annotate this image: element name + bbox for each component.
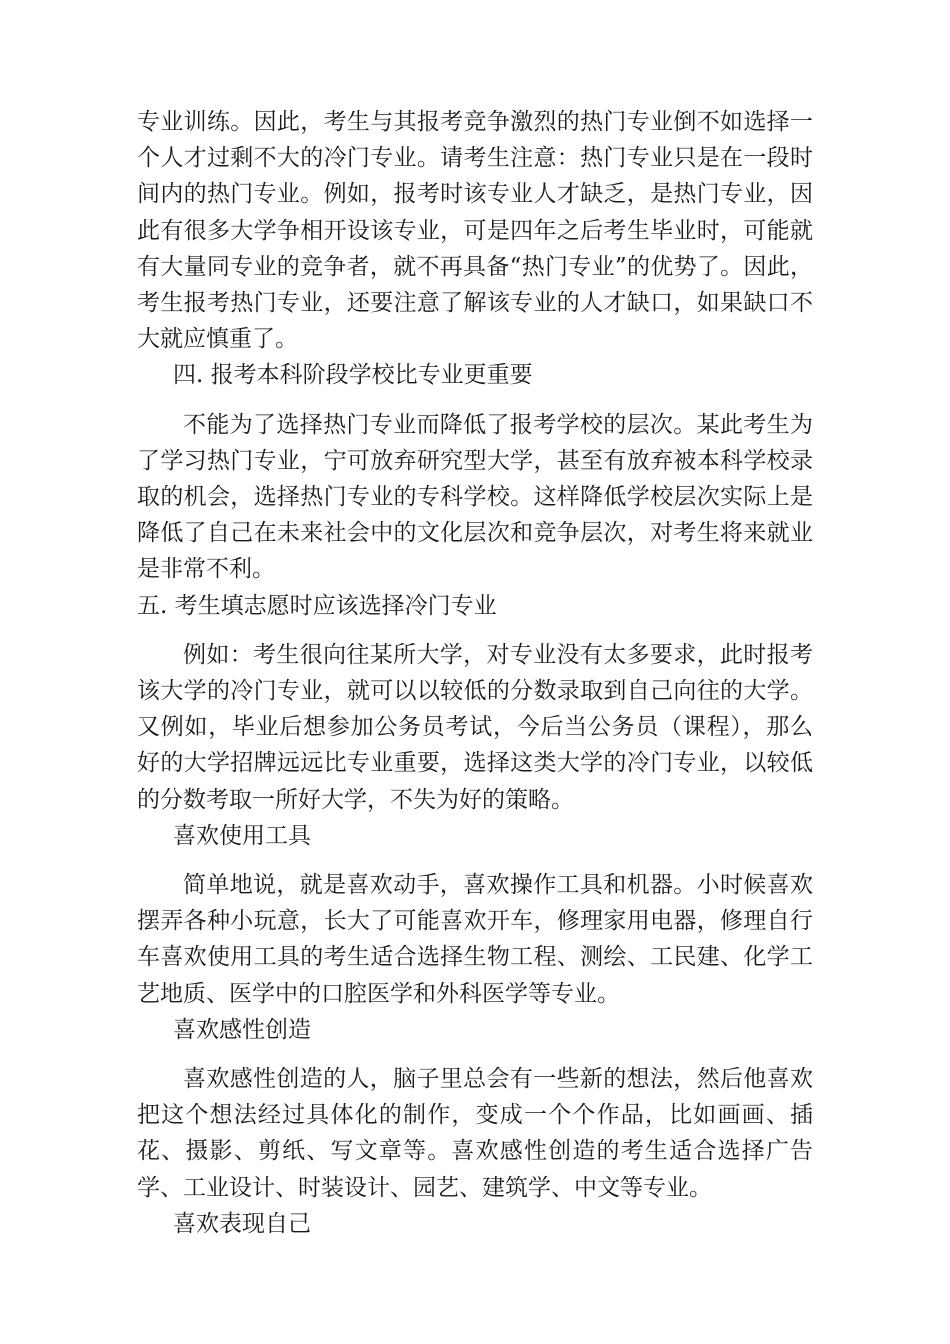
section-heading-5: 五. 考生填志愿时应该选择冷门专业 <box>137 592 497 619</box>
subheading-self-expression: 喜欢表现自己 <box>173 1210 311 1237</box>
paragraph-school-level: 不能为了选择热门专业而降低了报考学校的层次。某此考生为了学习热门专业，宁可放弃研究型大学，甚至有放弃被本科学校录取的机会，选择热门专业的专科学校。这样降低学校层次实际上是降低了自己在未来社会中的文化层次和竞争层次，对考生将来就业是非常不利。 <box>137 411 813 583</box>
subheading-tools: 喜欢使用工具 <box>173 822 311 849</box>
paragraph-tools: 简单地说，就是喜欢动手，喜欢操作工具和机器。小时候喜欢摆弄各种小玩意，长大了可能喜欢开车，修理家用电器，修理自行车喜欢使用工具的考生适合选择生物工程、测绘、工民建、化学工艺地质、医学中的口腔医学和外科医学等专业。 <box>137 872 813 1007</box>
document-body <box>137 104 813 1242</box>
paragraph-creativity: 喜欢感性创造的人，脑子里总会有一些新的想法，然后他喜欢把这个想法经过具体化的制作，变成一个个作品，比如画画、插花、摄影、剪纸、写文章等。喜欢感性创造的考生适合选择广告学、工业设计、时装设计、园艺、建筑学、中文等专业。 <box>137 1066 813 1201</box>
paragraph-unpopular-major: 例如：考生很向往某所大学，对专业没有太多要求，此时报考该大学的冷门专业，就可以以较低的分数录取到自己向往的大学。又例如，毕业后想参加公务员考试，今后当公务员（课程），那么好的大学招牌远远比专业重要，选择这类大学的冷门专业，以较低的分数考取一所好大学，不失为好的策略。 <box>137 641 813 813</box>
subheading-creativity: 喜欢感性创造 <box>173 1016 311 1043</box>
section-heading-4: 四. 报考本科阶段学校比专业更重要 <box>173 362 533 389</box>
paragraph-continued: 专业训练。因此，考生与其报考竞争激烈的热门专业倒不如选择一个人才过剩不大的冷门专业。请考生注意：热门专业只是在一段时间内的热门专业。例如，报考时该专业人才缺乏，是热门专业，因此有很多大学争相开设该专业，可是四年之后考生毕业时，可能就有大量同专业的竞争者，就不再具备“热门专业”的优势了。因此，考生报考热门专业，还要注意了解该专业的人才缺口，如果缺口不大就应慎重了。 <box>137 109 813 353</box>
